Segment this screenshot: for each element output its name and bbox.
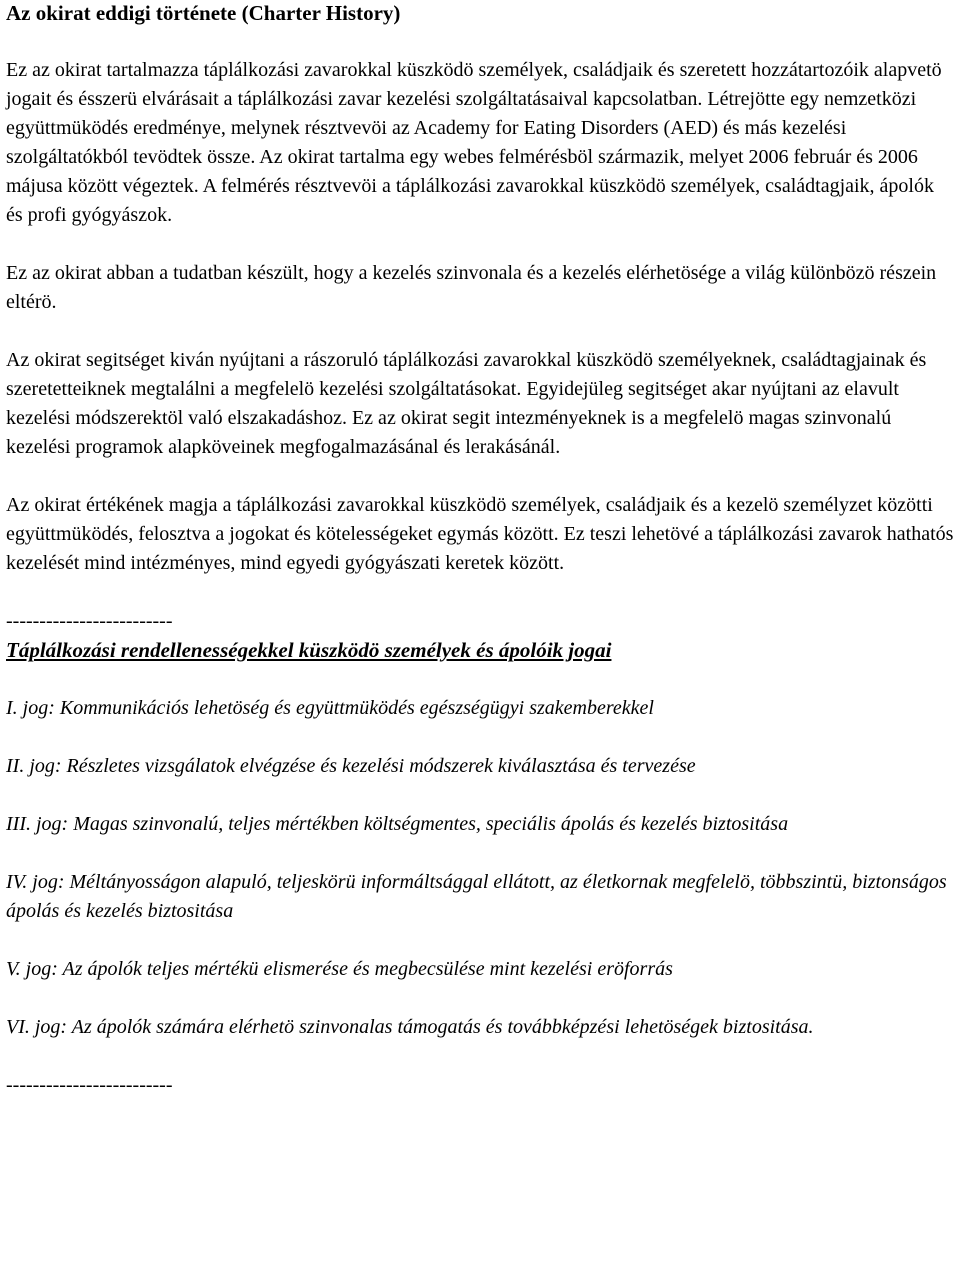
right-item-5: V. jog: Az ápolók teljes mértékü elismerése és megbecsülése mint kezelési eröforrás (6, 958, 673, 980)
right-item-2: II. jog: Részletes vizsgálatok elvégzése és kezelési módszerek kiválasztása és tervezése (6, 755, 696, 777)
right-item-1: I. jog: Kommunikációs lehetöség és együttmüködés egészségügyi szakemberekkel (6, 697, 654, 719)
right-item-6: VI. jog: Az ápolók számára elérhetö szinvonalas támogatás és továbbképzési lehetöségek biztositása. (6, 1016, 814, 1038)
right-item-4: IV. jog: Méltányosságon alapuló, teljeskörü informáltsággal ellátott, az életkornak megfelelö, többszintü, biztonságos ápolás és kezelés biztositása (6, 871, 947, 922)
section-divider-end: ------------------------- (6, 1074, 173, 1096)
paragraph-charter-value: Az okirat értékének magja a táplálkozási zavarokkal küszködö személyek, családjaik és a kezelö személyzet közötti együttmüködés, felosztva a jogokat és kötelességeket egymás között. Ez teszi lehetövé a táplálkozási zavarok hathatós kezelését mind intézményes, mind egyedi gyógyászati keretek között. (6, 494, 954, 574)
rights-section-title: Táplálkozási rendellenességekkel küszködö személyek és ápolóik jogai (6, 638, 612, 662)
paragraph-treatment-quality: Ez az okirat abban a tudatban készült, hogy a kezelés szinvonala és a kezelés elérhetösége a világ különbözö részein eltérö. (6, 262, 937, 313)
paragraph-charter-history: Ez az okirat tartalmazza táplálkozási zavarokkal küszködö személyek, családjaik és szeretett hozzátartozóik alapvetö jogait és ésszerü elvárásait a táplálkozási zavar kezelési szolgáltatásaival kapcsolatban. Létrejötte egy nemzetközi együttmüködés eredménye, melynek résztvevöi az Academy for Eating Disorders (AED) és más kezelési szolgáltatókból tevödtek össze. Az okirat tartalma egy webes felmérésböl származik, melyet 2006 február és 2006 májusa között végeztek. A felmérés résztvevöi a táplálkozási zavarokkal küszködö személyek, családtagjaik, ápolók és profi gyógyászok. (6, 59, 942, 226)
document-title: Az okirat eddigi története (Charter History) (6, 1, 401, 25)
paragraph-charter-purpose: Az okirat segitséget kiván nyújtani a rászoruló táplálkozási zavarokkal küszködö személyeknek, családtagjainak és szeretetteiknek megtalálni a megfelelö kezelési szolgáltatásokat. Egyidejüleg segitséget akar nyújtani az elavult kezelési módszerektöl való elszakadáshoz. Ez az okirat segit intezményeknek is a megfelelö magas szinvonalú kezelési programok alapköveinek megfogalmazásánal és lerakásánál. (6, 349, 927, 458)
right-item-3: III. jog: Magas szinvonalú, teljes mértékben költségmentes, speciális ápolás és kezelés biztositása (6, 813, 789, 835)
section-divider: ------------------------- (6, 610, 173, 632)
